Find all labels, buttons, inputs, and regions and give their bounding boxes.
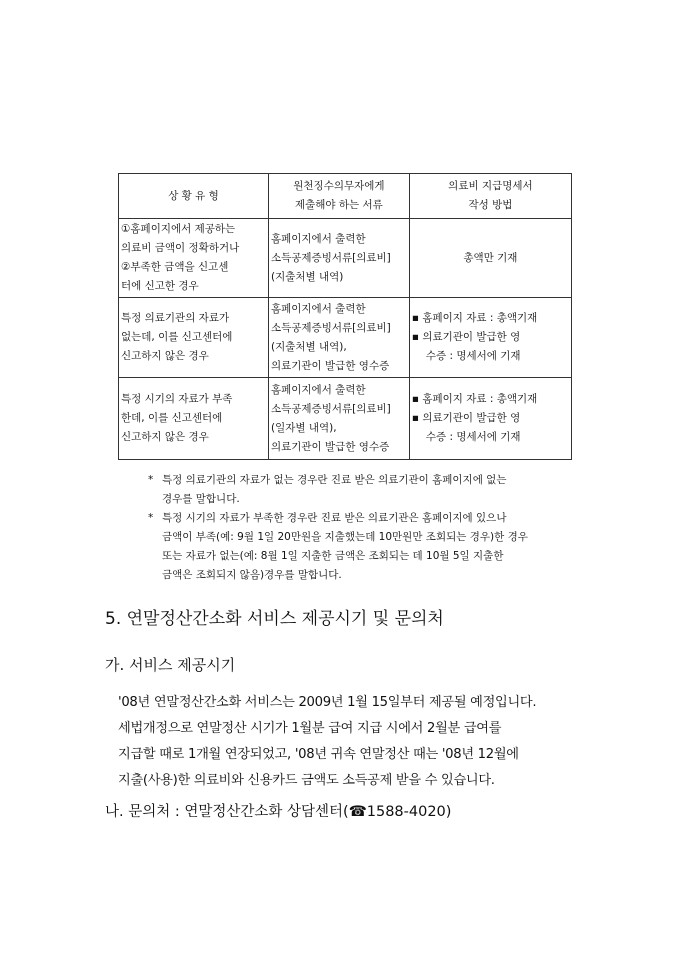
documents-cell xyxy=(268,219,409,298)
method-item-text: 의료기관이 발급한 영 xyxy=(422,331,521,343)
method-item xyxy=(412,328,569,347)
situation-line: 의료비 금액이 정확하거나 xyxy=(121,242,240,254)
header-method xyxy=(409,174,571,219)
subsection-title: 가. 서비스 제공시기 xyxy=(105,656,236,674)
situation-cell xyxy=(119,378,269,460)
situation-cell xyxy=(119,298,269,378)
documents-line: (지출처별 내역) xyxy=(270,270,344,283)
footnote-line: 금액은 조회되지 않음)경우를 말합니다. xyxy=(162,569,342,581)
situation-line: 신고하지 않은 경우 xyxy=(121,350,209,362)
method-cell: 총액만 기재 xyxy=(409,219,571,298)
footnote-line: 경우를 말합니다. xyxy=(162,493,240,505)
documents-line: 소득공제증빙서류[의료비] xyxy=(270,402,391,415)
method-item-text: 홈페이지 자료 : 총액기재 xyxy=(422,312,538,324)
service-schedule-paragraph xyxy=(118,690,578,794)
footnote-line: 금액이 부족(예: 9월 1일 20만원을 지출했는데 10만원만 조회되는 경우)한 경우 xyxy=(162,531,528,543)
documents-line: 소득공제증빙서류[의료비] xyxy=(270,321,391,334)
method-item xyxy=(412,409,569,428)
section-title: 5. 연말정산간소화 서비스 제공시기 및 문의처 xyxy=(105,609,444,629)
table-row xyxy=(119,298,572,378)
method-item-text: 홈페이지 자료 : 총액기재 xyxy=(422,393,538,405)
header-situation-type: 상 황 유 형 xyxy=(119,174,269,219)
header-documents xyxy=(268,174,409,219)
method-item xyxy=(412,309,569,328)
paragraph-line: 지출(사용)한 의료비와 신용카드 금액도 소득공제 받을 수 있습니다. xyxy=(118,773,495,788)
method-cell xyxy=(409,298,571,378)
method-item-continuation: 수증 : 명세서에 기재 xyxy=(425,431,521,443)
situation-line: ②부족한 금액을 신고센 xyxy=(121,261,229,273)
documents-line: (지출처별 내역), xyxy=(270,340,347,353)
paragraph-line: 지급할 때로 1개월 연장되었고, '08년 귀속 연말정산 때는 '08년 12월에 xyxy=(118,747,519,762)
asterisk-mark: * xyxy=(148,474,154,486)
paragraph-line: '08년 연말정산간소화 서비스는 2009년 1월 15일부터 제공될 예정입니다. xyxy=(118,695,537,710)
documents-cell xyxy=(268,378,409,460)
table-row xyxy=(119,219,572,298)
footnote-line: 또는 자료가 없는(예: 8월 1일 지출한 금액은 조회되는 데 10월 5일 지출한 xyxy=(162,550,504,562)
situation-line: 터에 신고한 경우 xyxy=(121,280,199,292)
header-method-line: 작성 방법 xyxy=(468,199,513,211)
situation-line: 신고하지 않은 경우 xyxy=(121,431,209,443)
situation-line: 없는데, 이를 신고센터에 xyxy=(121,331,233,343)
method-cell xyxy=(409,378,571,460)
situation-line: 특정 시기의 자료가 부족 xyxy=(121,393,233,405)
bullet-icon: ▪ xyxy=(411,412,419,424)
medical-expense-table xyxy=(118,173,572,460)
header-method-line: 의료비 지급명세서 xyxy=(448,180,533,192)
bullet-icon: ▪ xyxy=(411,393,419,405)
footnote-line: 특정 의료기관의 자료가 없는 경우란 진료 받은 의료기관이 홈페이지에 없는 xyxy=(162,474,507,486)
paragraph-line: 세법개정으로 연말정산 시기가 1월분 급여 지급 시에서 2월분 급여를 xyxy=(118,721,502,736)
bullet-icon: ▪ xyxy=(411,331,419,343)
footnote xyxy=(148,509,580,585)
bullet-icon: ▪ xyxy=(411,312,419,324)
footnote xyxy=(148,471,580,509)
method-item-text: 의료기관이 발급한 영 xyxy=(422,412,521,424)
footnote-line: 특정 시기의 자료가 부족한 경우란 진료 받은 의료기관은 홈페이지에 있으나 xyxy=(162,512,507,524)
situation-line: 특정 의료기관의 자료가 xyxy=(121,312,230,324)
table-row xyxy=(119,378,572,460)
table-header-row xyxy=(119,174,572,219)
header-documents-line: 원천징수의무자에게 xyxy=(293,180,385,192)
method-item-continuation: 수증 : 명세서에 기재 xyxy=(425,350,521,362)
situation-line: 한데, 이를 신고센터에 xyxy=(121,412,223,424)
footnote-text xyxy=(162,509,528,585)
footnotes xyxy=(148,471,580,585)
documents-line: 홈페이지에서 출력한 xyxy=(270,383,366,396)
documents-line: (일자별 내역), xyxy=(270,421,337,434)
situation-line: ①홈페이지에서 제공하는 xyxy=(121,223,236,235)
method-item xyxy=(412,390,569,409)
documents-line: 홈페이지에서 출력한 xyxy=(270,232,366,245)
situation-cell xyxy=(119,219,269,298)
contact-info: 나. 문의처 : 연말정산간소화 상담센터(☎1588-4020) xyxy=(105,804,452,820)
documents-line: 의료기관이 발급한 영수증 xyxy=(270,359,390,372)
documents-line: 소득공제증빙서류[의료비] xyxy=(270,251,391,264)
header-documents-line: 제출해야 하는 서류 xyxy=(295,199,383,211)
documents-line: 의료기관이 발급한 영수증 xyxy=(270,440,390,453)
documents-line: 홈페이지에서 출력한 xyxy=(270,302,366,315)
footnote-text xyxy=(162,471,506,509)
documents-cell xyxy=(268,298,409,378)
asterisk-mark: * xyxy=(148,512,154,524)
